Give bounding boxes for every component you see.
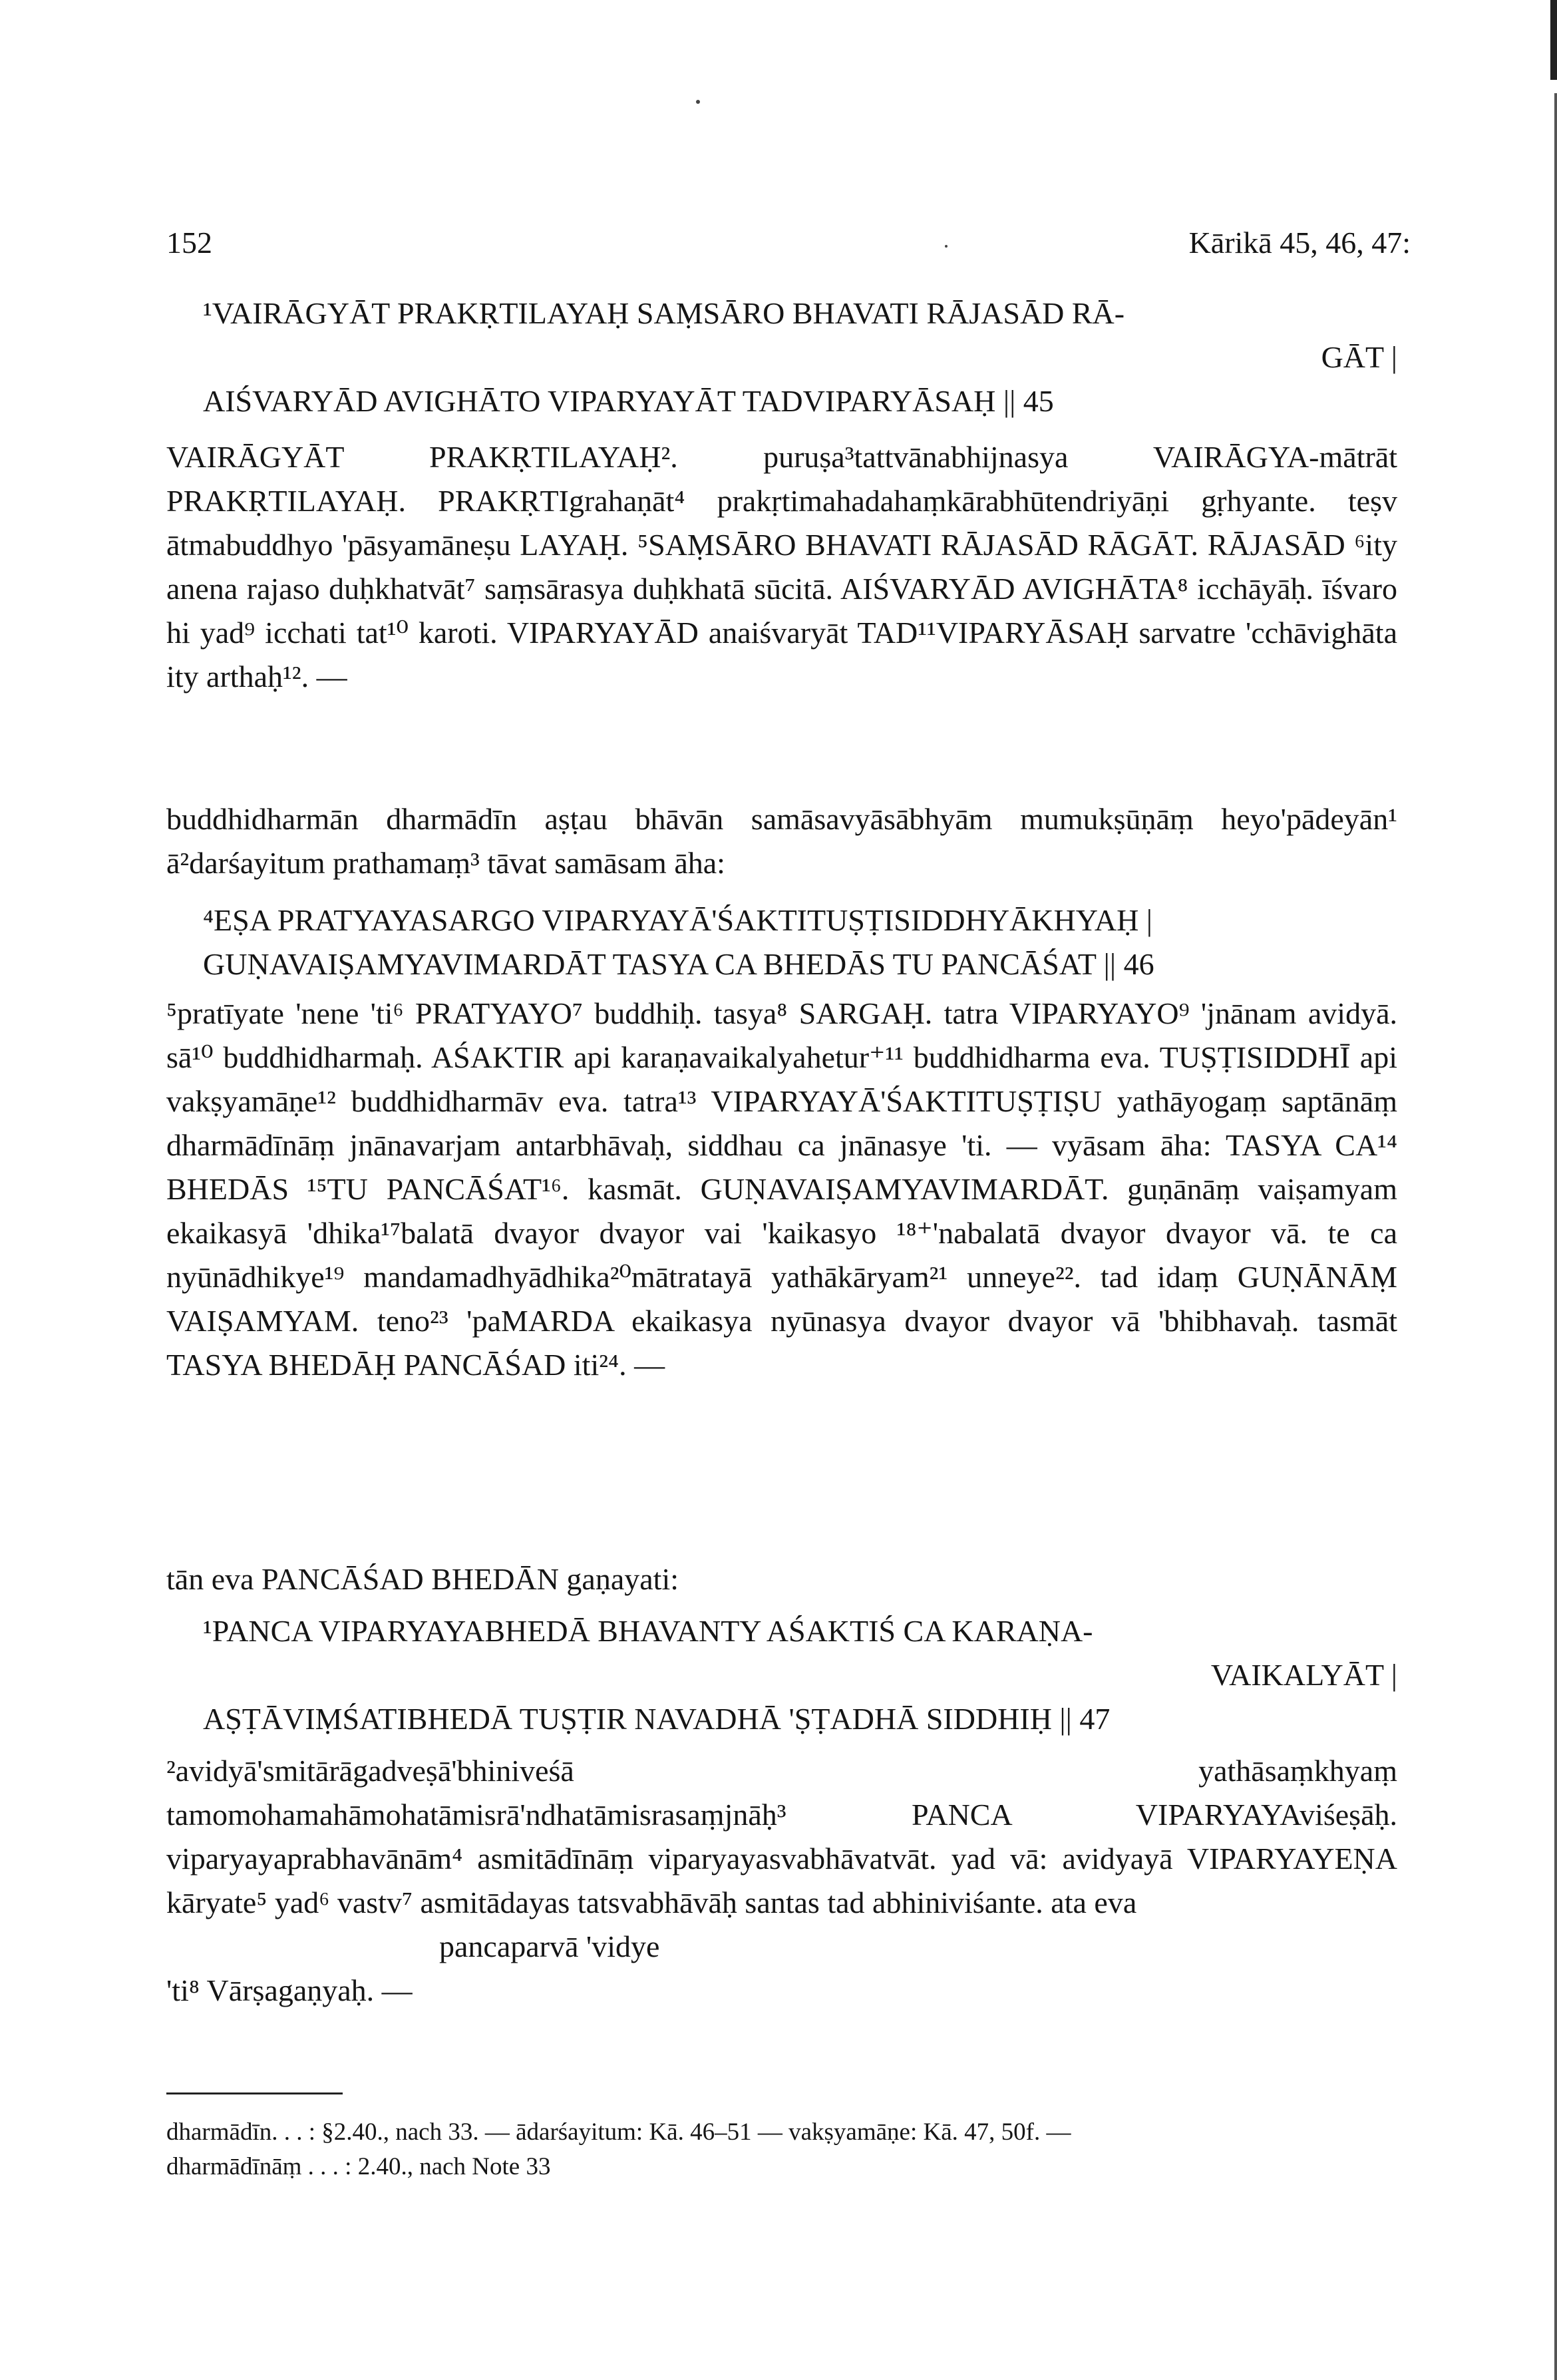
karika-47 — [166, 1609, 1397, 1741]
footnote-line-2: dharmādīnāṃ . . . : 2.40., nach Note 33 — [166, 2153, 551, 2180]
commentary-47: ²avidyā'smitārāgadveṣā'bhiniveśā yathāsaṃkhyaṃ tamomohamahāmohatāmisrā'ndhatāmisrasaṃjnāḥ³ PANCA VIPARYAYAviśeṣāḥ. viparyayaprabhavānām⁴ asmitādīnāṃ viparyayasvabhāvatvāt. yad vā: avidyayā VIPARYAYEṆA kāryate⁵ yad⁶ vastv⁷ asmitādayas tatsvabhāvāḥ santas tad abhiniviśante. ata eva — [166, 1754, 1397, 1919]
footnotes — [166, 2115, 1397, 2184]
commentary-46: ⁵pratīyate 'nene 'ti⁶ PRATYAYO⁷ buddhiḥ. tasya⁸ SARGAḤ. tatra VIPARYAYO⁹ 'jnānam avidyā. sā¹⁰ buddhidharmaḥ. AŚAKTIR api karaṇavaikalyahetur⁺¹¹ buddhidharma eva. TUṢṬISIDDHĪ api vakṣyamāṇe¹² buddhidharmāv eva. tatra¹³ VIPARYAYĀ'ŚAKTITUṢṬIṢU yathāyogaṃ saptānāṃ dharmādīnāṃ jnānavarjam antarbhāvaḥ, siddhau ca jnānasye 'ti. — vyāsam āha: TASYA CA¹⁴ BHEDĀS ¹⁵TU PANCĀŚAT¹⁶. kasmāt. GUṆAVAIṢAMYAVIMARDĀT. guṇānāṃ vaiṣamyam ekaikasyā 'dhika¹⁷balatā dvayor dvayor vai 'kaikasyo ¹⁸⁺'nabalatā dvayor dvayor vā. te ca nyūnādhikye¹⁹ mandamadhyādhika²⁰mātratayā yathākāryam²¹ unneye²². tad idaṃ GUṆĀNĀṂ VAIṢAMYAM. teno²³ 'paMARDA ekaikasya nyūnasya dvayor dvayor vā 'bhibhavaḥ. tasmāt TASYA BHEDĀḤ PANCĀŚAD iti²⁴. — — [166, 996, 1397, 1382]
running-head: Kārikā 45, 46, 47: — [1188, 226, 1411, 260]
intro-47: tān eva PANCĀŚAD BHEDĀN gaṇayati: — [166, 1562, 679, 1596]
attribution: 'ti⁸ Vārṣagaṇyaḥ. — — [166, 1973, 413, 2007]
commentary-45: VAIRĀGYĀT PRAKṚTILAYAḤ². puruṣa³tattvānabhijnasya VAIRĀGYA-mātrāt PRAKṚTILAYAḤ. PRAKṚTIgrahaṇāt⁴ prakṛtimahadahaṃkārabhūtendriyāṇi gṛhyante. teṣv ātmabuddhyo 'pāsyamāneṣu LAYAḤ. ⁵SAṂSĀRO BHAVATI RĀJASĀD RĀGĀT. RĀJASĀD ⁶ity anena rajaso duḥkhatvāt⁷ saṃsārasya duḥkhatā sūcitā. AIŚVARYĀD AVIGHĀTA⁸ icchāyāḥ. īśvaro hi yad⁹ icchati tat¹⁰ karoti. VIPARYAYĀD anaiśvaryāt TAD¹¹VIPARYĀSAḤ sarvatre 'cchāvighāta ity arthaḥ¹². — — [166, 440, 1397, 694]
karika-47-line-3: AṢṬĀVIṂŚATIBHEDĀ TUṢṬIR NAVADHĀ 'ṢṬADHĀ SIDDHIḤ || 47 — [203, 1702, 1111, 1736]
karika-46-line-1: ⁴EṢA PRATYAYASARGO VIPARYAYĀ'ŚAKTITUṢṬISIDDHYĀKHYAḤ | — [203, 903, 1153, 937]
intro-46: buddhidharmān dharmādīn aṣṭau bhāvān samāsavyāsābhyām mumukṣūṇāṃ heyo'pādeyān¹ ā²darśayitum prathamaṃ³ tāvat samāsam āha: — [166, 802, 1397, 880]
karika-45-line-3: AIŚVARYĀD AVIGHĀTO VIPARYAYĀT TADVIPARYĀSAḤ || 45 — [203, 384, 1054, 418]
scan-fleck — [696, 100, 700, 104]
page-number: 152 — [166, 226, 212, 260]
karika-46-line-2: GUṆAVAIṢAMYAVIMARDĀT TASYA CA BHEDĀS TU PANCĀŚAT || 46 — [203, 947, 1154, 981]
footnote-rule — [166, 2092, 343, 2094]
karika-47-line-1: ¹PANCA VIPARYAYABHEDĀ BHAVANTY AŚAKTIŚ CA KARAṆA- — [203, 1614, 1093, 1648]
scan-edge-line — [1554, 93, 1557, 2380]
page-header — [166, 225, 1411, 265]
quoted-verse: pancaparvā 'vidye — [439, 1929, 660, 1963]
karika-47-line-2: VAIKALYĀT | — [1210, 1658, 1397, 1692]
footnote-line-1: dharmādīn. . . : §2.40., nach 33. — ādarśayitum: Kā. 46–51 — vakṣyamāṇe: Kā. 47, 50f. — — [166, 2118, 1071, 2146]
karika-45 — [166, 292, 1397, 423]
scan-edge-mark — [1550, 0, 1557, 80]
karika-45-line-2: GĀT | — [1321, 340, 1397, 374]
karika-45-line-1: ¹VAIRĀGYĀT PRAKṚTILAYAḤ SAṂSĀRO BHAVATI RĀJASĀD RĀ- — [203, 296, 1125, 330]
